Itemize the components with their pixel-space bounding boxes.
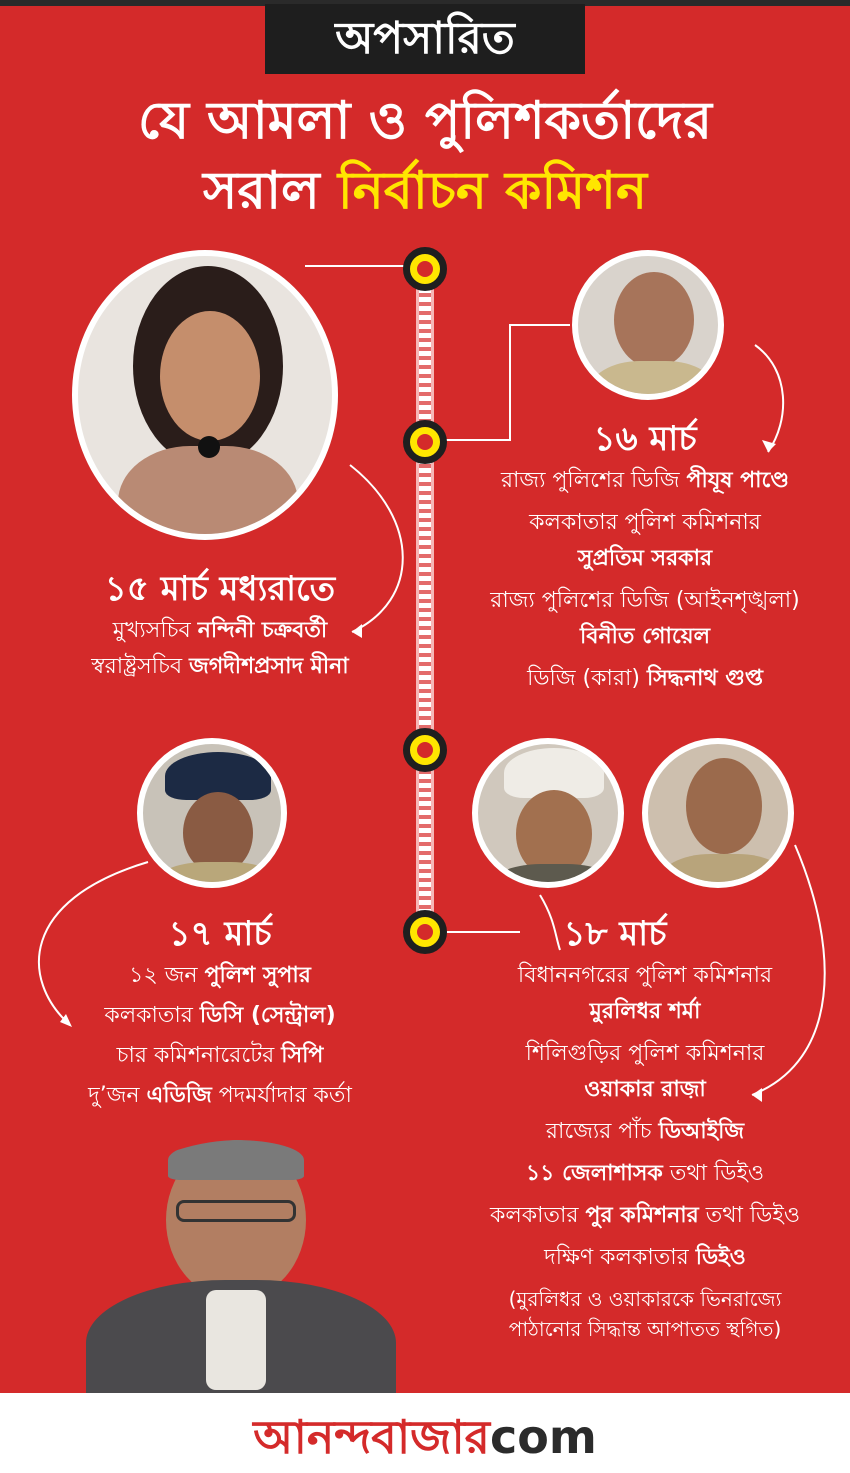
mar15-line1 <box>20 613 420 649</box>
name-bold: ডিইও <box>695 1245 746 1270</box>
mar16-line3: সুপ্রতিম সরকার <box>577 546 713 571</box>
name-bold: পীযূষ পাণ্ডে <box>686 468 790 493</box>
name-bold: সিপি <box>281 1043 324 1068</box>
headline-line2 <box>0 158 850 224</box>
mar18-line1: বিধাননগরের পুলিশ কমিশনার <box>517 963 773 988</box>
mar18-line7 <box>450 1198 840 1234</box>
entry-mar16 <box>450 415 840 697</box>
date-mar17: ১৭ মার্চ <box>168 914 272 954</box>
name-bold: ডিআইজি <box>658 1119 745 1144</box>
uniform-shape <box>658 854 790 888</box>
mar17-line1 <box>20 958 420 994</box>
text: চার কমিশনারেটের <box>116 1043 275 1068</box>
text: তথা ডিইও <box>705 1203 801 1228</box>
mar18-line4: ওয়াকার রাজ়া <box>584 1077 706 1102</box>
microphone-icon <box>198 436 220 458</box>
text: মুখ্যসচিব <box>112 618 191 643</box>
headline-highlight: নির্বাচন কমিশন <box>337 161 647 221</box>
face-shape <box>614 272 694 368</box>
mar16-line5: বিনীত গোয়েল <box>579 624 711 649</box>
text: কলকাতার <box>104 1003 193 1028</box>
face-shape <box>686 758 762 854</box>
name-bold: ডিসি (সেন্ট্রাল) <box>199 1003 336 1028</box>
photo-dc-central <box>137 738 287 888</box>
photo-murlidhar <box>472 738 624 888</box>
logo-main: আনন্দবাজার <box>253 1410 490 1464</box>
mar18-note1: (মুরলিধর ও ওয়াকারকে ভিনরাজ্যে <box>508 1287 782 1311</box>
text: কলকাতার <box>489 1203 579 1228</box>
section-tag: অপসারিত <box>265 4 585 74</box>
name-bold: নন্দিনী চক্রবর্তী <box>197 618 328 643</box>
shirt-shape <box>206 1290 266 1390</box>
photo-election-official <box>76 1140 406 1400</box>
mar17-line2 <box>20 998 420 1034</box>
mar18-note2: পাঠানোর সিদ্ধান্ত আপাতত স্থগিত) <box>508 1317 782 1341</box>
date-mar16: ১৬ মার্চ <box>593 419 697 459</box>
date-mar15: ১৫ মার্চ মধ্যরাতে <box>104 569 336 609</box>
shoulders-shape <box>118 446 298 540</box>
mar16-line4: রাজ্য পুলিশের ডিজি (আইনশৃঙ্খলা) <box>490 588 800 613</box>
mar16-line2: কলকাতার পুলিশ কমিশনার <box>529 510 761 535</box>
site-logo <box>253 1403 597 1473</box>
photo-waqar-raza <box>642 738 794 888</box>
footer <box>0 1393 850 1473</box>
name-bold: পুলিশ সুপার <box>204 963 311 988</box>
text: রাজ্যের পাঁচ <box>545 1119 652 1144</box>
name-bold: সিদ্ধনাথ গুপ্ত <box>646 666 763 691</box>
mar18-line2: মুরলিধর শর্মা <box>589 999 701 1024</box>
face-shape <box>160 311 260 441</box>
text: দক্ষিণ কলকাতার <box>544 1245 689 1270</box>
date-mar18: ১৮ মার্চ <box>563 914 667 954</box>
text: ১২ জন <box>129 963 198 988</box>
text: ডিজি (কারা) <box>527 666 640 691</box>
timeline-node-3 <box>403 728 447 772</box>
text: স্বরাষ্ট্রসচিব <box>91 654 183 679</box>
entry-mar17 <box>20 910 420 1114</box>
entry-mar18 <box>450 910 840 1344</box>
photo-chief-secretary <box>72 250 338 540</box>
mar18-line3: শিলিগুড়ির পুলিশ কমিশনার <box>525 1041 765 1066</box>
photo-dg-piyush <box>572 250 724 400</box>
mar16-line1 <box>450 463 840 499</box>
text: পদমর্যাদার কর্তা <box>218 1083 352 1108</box>
mar16-line6 <box>450 661 840 697</box>
timeline-node-2 <box>403 420 447 464</box>
glasses-icon <box>176 1200 296 1222</box>
mar17-line3 <box>20 1038 420 1074</box>
uniform-shape <box>153 862 283 888</box>
uniform-shape <box>588 361 718 400</box>
name-bold: এডিজি <box>146 1083 212 1108</box>
name-bold: পুর কমিশনার <box>585 1203 699 1228</box>
mar15-line2 <box>20 649 420 685</box>
text: রাজ্য পুলিশের ডিজি <box>500 468 680 493</box>
entry-mar15 <box>20 565 420 685</box>
headline-plain: সরাল <box>203 161 320 221</box>
headline-line1: যে আমলা ও পুলিশকর্তাদের <box>138 91 712 151</box>
name-bold: জগদীশপ্রসাদ মীনা <box>189 654 349 679</box>
mar18-line8 <box>450 1240 840 1276</box>
text: তথা ডিইও <box>669 1161 765 1186</box>
mar17-line4 <box>20 1078 420 1114</box>
name-bold: ১১ জেলাশাসক <box>525 1161 663 1186</box>
text: দু’জন <box>88 1083 140 1108</box>
timeline-node-1 <box>403 247 447 291</box>
uniform-shape <box>488 864 620 888</box>
mar18-line5 <box>450 1114 840 1150</box>
logo-suffix: com <box>489 1410 597 1464</box>
mar18-line6 <box>450 1156 840 1192</box>
hair-shape <box>168 1140 304 1180</box>
